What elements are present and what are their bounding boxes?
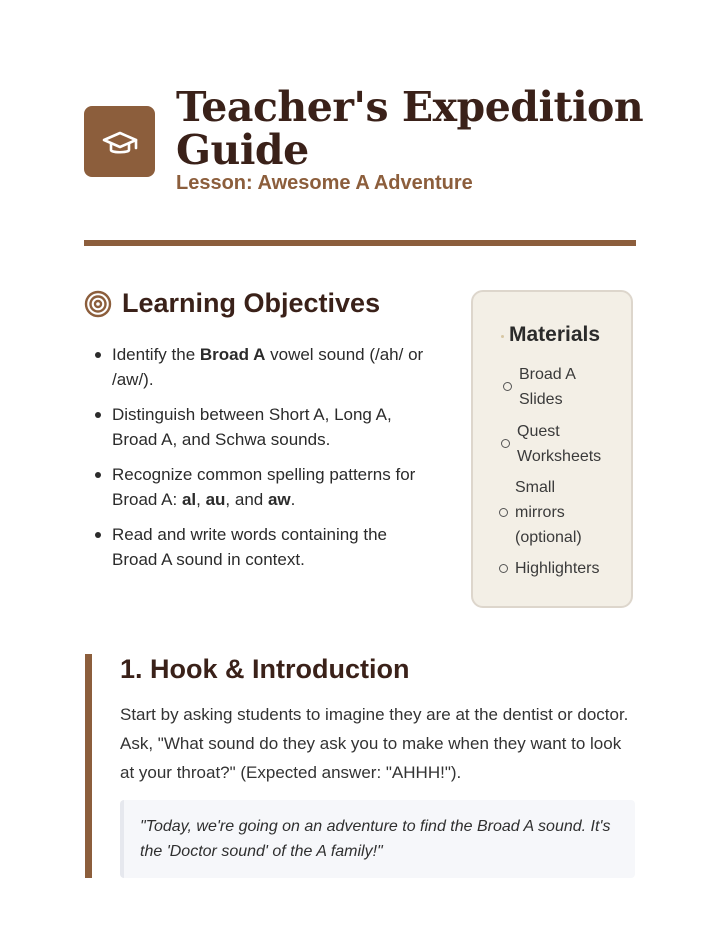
list-item: Distinguish between Short A, Long A, Broad A, and Schwa sounds. — [92, 402, 437, 452]
list-item: Identify the Broad A vowel sound (/ah/ or /aw/). — [92, 342, 437, 392]
target-icon — [84, 290, 112, 318]
circle-icon — [499, 564, 508, 573]
materials-item: Small mirrors (optional) — [515, 475, 582, 550]
logo — [84, 106, 155, 177]
materials-item: Broad A Slides — [519, 362, 576, 412]
hook-section — [85, 654, 643, 878]
circle-icon — [499, 508, 508, 517]
list-item: Recognize common spelling patterns for Broad A: al, au, and aw. — [92, 462, 437, 512]
header-divider — [84, 240, 636, 246]
materials-item: Quest Worksheets — [517, 419, 601, 469]
list-item: Read and write words containing the Broad A sound in context. — [92, 522, 437, 572]
materials-title: Materials — [509, 323, 601, 346]
hook-title: 1. Hook & Introduction — [120, 654, 410, 684]
materials-item: Highlighters — [515, 556, 599, 581]
objectives-heading — [84, 288, 380, 319]
decorative-dot — [501, 335, 504, 338]
materials-box — [471, 290, 633, 608]
objectives-list — [92, 342, 437, 582]
page-title: Teacher's Expedition Guide — [176, 83, 644, 174]
hook-body: Start by asking students to imagine they are at the dentist or doctor. Ask, "What sound do they ask you to make when they want to look at your throat?" (Expected answer: "AHHH!"). — [120, 705, 629, 782]
graduation-cap-icon — [100, 122, 140, 162]
circle-check-icon — [503, 382, 512, 391]
quote-callout: "Today, we're going on an adventure to find the Broad A sound. It's the 'Doctor sound' of the A family!" — [120, 800, 635, 878]
lesson-subtitle: Lesson: Awesome A Adventure — [176, 172, 473, 194]
objectives-title: Learning Objectives — [122, 288, 381, 318]
circle-icon — [501, 439, 510, 448]
